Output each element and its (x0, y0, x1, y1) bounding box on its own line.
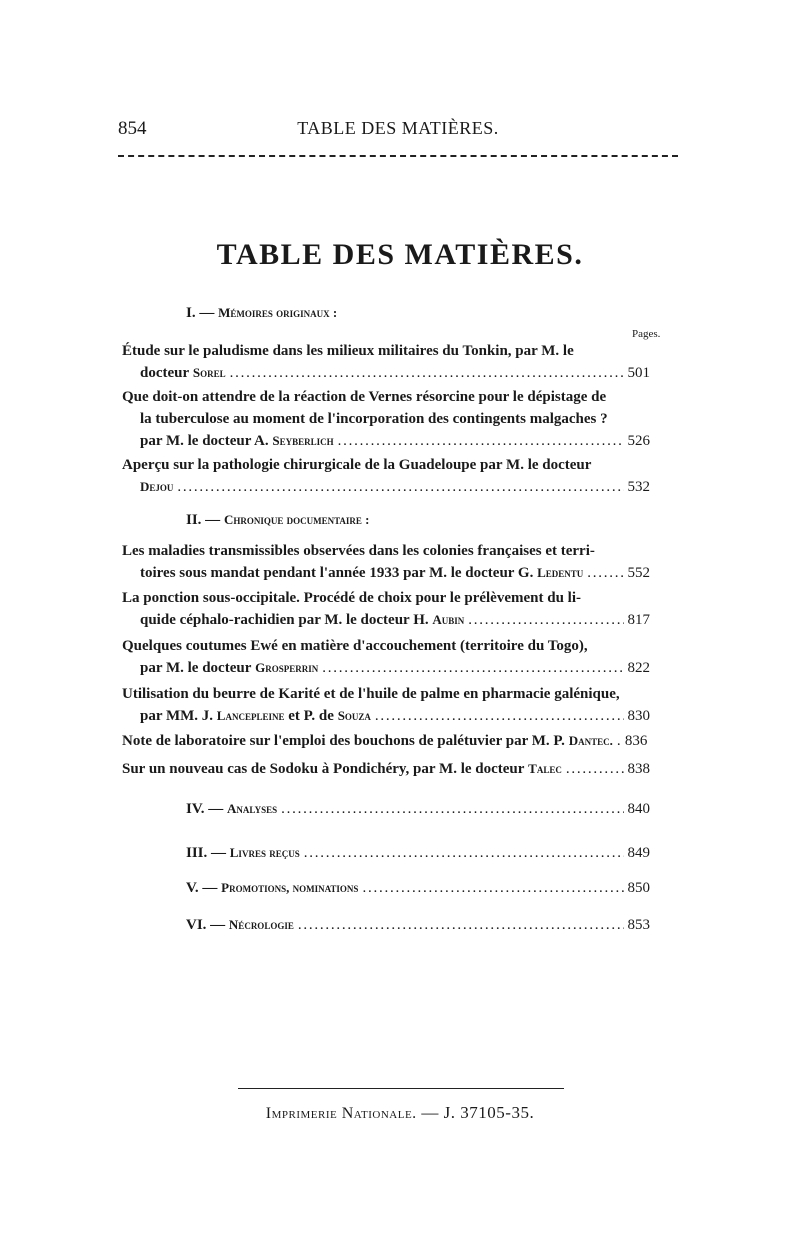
entry-author: Aubin (432, 612, 465, 627)
imprint-separator: — (421, 1103, 439, 1122)
entry-title-cont: la tuberculose au moment de l'incorporation des contingents malgaches ? (140, 411, 608, 427)
entry-byline: par M. le docteur (140, 660, 252, 676)
entry-page: 817 (627, 612, 650, 628)
dot-leader (298, 914, 624, 936)
section-number: VI. — (186, 917, 226, 933)
entry-title: Étude sur le paludisme dans les milieux militaires du Tonkin, par M. le (122, 343, 574, 359)
entry-page: 532 (627, 479, 650, 495)
toc-section-livres (186, 842, 650, 864)
entry-page: 850 (627, 880, 650, 896)
entry-title: Les maladies transmissibles observées dans les colonies françaises et terri- (122, 543, 595, 559)
dot-leader (468, 609, 623, 631)
entry-title: Note de laboratoire sur l'emploi des bouchons de palétuvier par M. P. (122, 733, 565, 749)
toc-section-analyses (186, 798, 650, 820)
section-label: Livres reçus (229, 845, 300, 860)
running-title: TABLE DES MATIÈRES. (297, 118, 499, 138)
entry-byline: quide céphalo-rachidien par M. le docteur H. (140, 612, 429, 628)
entry-byline: toires sous mandat pendant l'année 1933 par M. le docteur G. (140, 565, 534, 581)
entry-page: 501 (627, 365, 650, 381)
toc-entry (122, 730, 650, 752)
entry-author: Grosperrin (255, 660, 319, 675)
printer-name: Imprimerie Nationale. (265, 1105, 417, 1122)
entry-title: Utilisation du beurre de Karité et de l'huile de palme en pharmacie galénique, (122, 686, 620, 702)
entry-title: Sur un nouveau cas de Sodoku à Pondichéry, par M. le docteur (122, 761, 525, 777)
section-heading-memoires (186, 305, 337, 322)
section-label: Analyses (227, 801, 278, 816)
section-number: II. — (186, 512, 221, 528)
section-number: I. — (186, 305, 215, 321)
printer-imprint (0, 1103, 800, 1123)
entry-author-2: Souza (337, 708, 371, 723)
running-head (118, 118, 678, 142)
toc-entry (122, 454, 650, 498)
section-label: Promotions, nominations (221, 880, 359, 895)
toc-entry (122, 540, 650, 584)
entry-page: 840 (627, 801, 650, 817)
dot-leader (338, 430, 624, 452)
entry-title: Aperçu sur la pathologie chirurgicale de la Guadeloupe par M. le docteur (122, 457, 592, 473)
entry-byline: par MM. J. (140, 708, 214, 724)
dot-leader (375, 705, 624, 727)
dot-leader (322, 657, 623, 679)
entry-page: 849 (627, 845, 650, 861)
entry-page: 836 (624, 733, 648, 749)
section-number: V. — (186, 880, 218, 896)
toc-section-necrologie (186, 914, 650, 936)
entry-page: 822 (627, 660, 650, 676)
section-label: Mémoires originaux : (218, 305, 338, 320)
dot-leader (362, 877, 623, 899)
pages-column-label: Pages. (632, 328, 661, 340)
entry-page: 552 (627, 565, 650, 581)
dot-leader (304, 842, 624, 864)
page-title: TABLE DES MATIÈRES. (216, 238, 584, 271)
toc-entry (122, 386, 650, 452)
entry-page: 526 (627, 433, 650, 449)
section-heading-chronique (186, 512, 370, 529)
entry-author: Talec (528, 761, 562, 776)
entry-title: La ponction sous-occipitale. Procédé de choix pour le prélèvement du li- (122, 590, 582, 606)
entry-title: Que doit-on attendre de la réaction de Vernes résorcine pour le dépistage de (122, 389, 607, 405)
entry-author: Dejou (140, 479, 174, 494)
section-number: IV. — (186, 801, 224, 817)
entry-author: Lancepleine (216, 708, 285, 723)
dot-leader (566, 758, 624, 780)
entry-author: Seyberlich (272, 433, 334, 448)
dot-leader (177, 476, 623, 498)
entry-author: Dantec. (568, 733, 613, 748)
header-rule (118, 155, 678, 157)
page-number: 854 (118, 118, 147, 139)
entry-byline: docteur (140, 365, 190, 381)
entry-author: Ledentu (537, 565, 584, 580)
toc-entry (122, 587, 650, 631)
toc-section-promotions (186, 877, 650, 899)
section-label: Chronique documentaire : (223, 512, 370, 527)
toc-entry (122, 683, 650, 727)
entry-byline-cont: et P. de (288, 708, 334, 724)
entry-author: Sorel (192, 365, 226, 380)
section-number: III. — (186, 845, 227, 861)
entry-page: 830 (627, 708, 650, 724)
entry-page: 838 (627, 761, 650, 777)
dot-leader (587, 562, 623, 584)
dot-leader (230, 362, 624, 384)
dot-leader (617, 730, 621, 752)
entry-title: Quelques coutumes Ewé en matière d'accouchement (territoire du Togo), (122, 638, 588, 654)
entry-byline: par M. le docteur A. (140, 433, 269, 449)
toc-entry (122, 340, 650, 384)
dot-leader (281, 798, 623, 820)
footer-rule (238, 1088, 564, 1089)
section-label: Nécrologie (228, 917, 294, 932)
imprint-code: J. 37105-35. (443, 1103, 535, 1122)
entry-page: 853 (627, 917, 650, 933)
toc-entry (122, 758, 650, 780)
toc-entry (122, 635, 650, 679)
